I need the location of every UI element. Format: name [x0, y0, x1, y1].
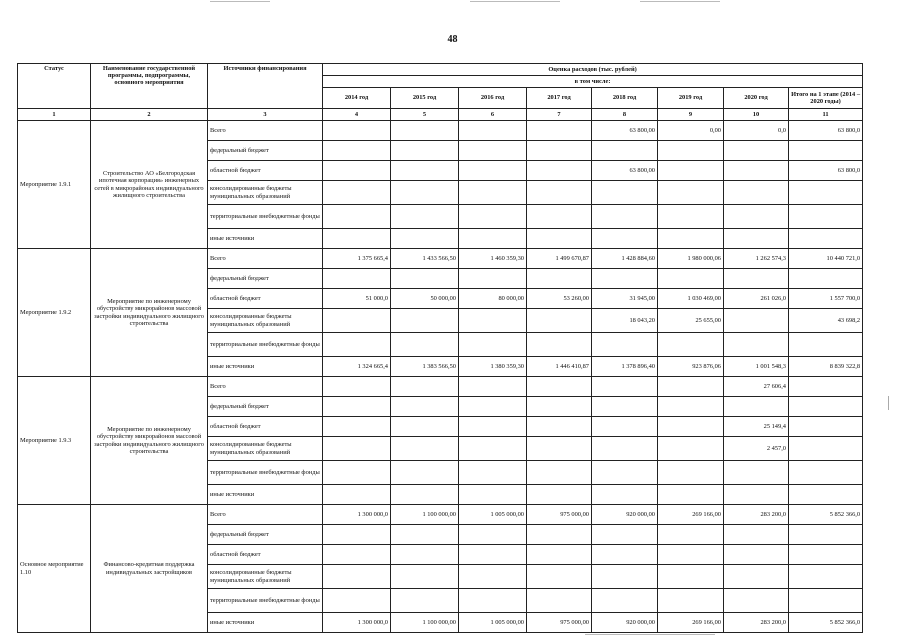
amount-cell: 1 262 574,3	[724, 249, 789, 269]
amount-cell	[391, 141, 459, 161]
amount-cell	[724, 141, 789, 161]
amount-cell: 1 428 884,60	[592, 249, 658, 269]
funding-source: иные источники	[208, 613, 323, 633]
amount-cell	[391, 161, 459, 181]
funding-source: Всего	[208, 249, 323, 269]
table-row	[18, 121, 863, 141]
amount-cell: 920 000,00	[592, 613, 658, 633]
amount-cell	[592, 377, 658, 397]
amount-cell	[592, 437, 658, 461]
amount-cell	[527, 485, 592, 505]
column-number: 4	[323, 109, 391, 121]
scan-line-top-left	[210, 1, 270, 2]
amount-cell: 1 446 410,87	[527, 357, 592, 377]
amount-cell	[527, 229, 592, 249]
amount-cell	[391, 589, 459, 613]
amount-cell	[592, 269, 658, 289]
amount-cell	[323, 121, 391, 141]
funding-source: Всего	[208, 505, 323, 525]
amount-cell	[391, 397, 459, 417]
amount-cell	[323, 461, 391, 485]
amount-cell	[724, 161, 789, 181]
funding-source: консолидированные бюджеты муниципальных образований	[208, 565, 323, 589]
amount-cell	[459, 205, 527, 229]
amount-cell	[527, 333, 592, 357]
amount-cell: 1 380 359,30	[459, 357, 527, 377]
amount-cell: 923 876,06	[658, 357, 724, 377]
amount-cell	[527, 121, 592, 141]
amount-cell	[527, 397, 592, 417]
amount-cell	[658, 269, 724, 289]
amount-cell	[592, 417, 658, 437]
funding-source: консолидированные бюджеты муниципальных образований	[208, 181, 323, 205]
funding-source: Всего	[208, 377, 323, 397]
amount-cell: 1 005 000,00	[459, 613, 527, 633]
amount-cell	[391, 461, 459, 485]
header-name: Наименование государственной программы, подпрограммы, основного мероприятия	[91, 64, 208, 109]
amount-cell: 80 000,00	[459, 289, 527, 309]
amount-cell: 1 375 665,4	[323, 249, 391, 269]
amount-cell	[459, 269, 527, 289]
amount-cell	[658, 589, 724, 613]
amount-cell: 63 800,00	[592, 121, 658, 141]
column-number: 10	[724, 109, 789, 121]
header-status: Статус	[18, 64, 91, 109]
total-cell	[789, 229, 863, 249]
amount-cell	[724, 545, 789, 565]
amount-cell	[323, 205, 391, 229]
amount-cell: 1 460 359,30	[459, 249, 527, 269]
amount-cell	[658, 377, 724, 397]
amount-cell	[658, 437, 724, 461]
amount-cell	[658, 229, 724, 249]
funding-source: областной бюджет	[208, 545, 323, 565]
amount-cell	[592, 397, 658, 417]
amount-cell	[592, 181, 658, 205]
total-cell	[789, 545, 863, 565]
amount-cell	[323, 181, 391, 205]
amount-cell	[391, 205, 459, 229]
amount-cell	[724, 333, 789, 357]
amount-cell	[527, 181, 592, 205]
amount-cell	[527, 205, 592, 229]
amount-cell: 261 026,0	[724, 289, 789, 309]
row-name: Мероприятие по инженерному обустройству микрорайонов массовой застройки индивидуального жилищного строительства	[91, 377, 208, 505]
amount-cell: 63 800,00	[592, 161, 658, 181]
amount-cell	[459, 417, 527, 437]
amount-cell	[658, 545, 724, 565]
amount-cell	[658, 525, 724, 545]
amount-cell: 51 000,0	[323, 289, 391, 309]
header-source: Источники финансирования	[208, 64, 323, 109]
header-year: 2017 год	[527, 88, 592, 109]
funding-source: федеральный бюджет	[208, 397, 323, 417]
amount-cell	[724, 525, 789, 545]
total-cell	[789, 437, 863, 461]
row-status: Мероприятие 1.9.3	[18, 377, 91, 505]
amount-cell	[658, 565, 724, 589]
funding-source: Всего	[208, 121, 323, 141]
total-cell	[789, 589, 863, 613]
funding-source: территориальные внебюджетные фонды	[208, 205, 323, 229]
header-year: 2016 год	[459, 88, 527, 109]
total-cell	[789, 205, 863, 229]
amount-cell	[391, 525, 459, 545]
header-estimate: Оценка расходов (тыс. рублей)	[323, 64, 863, 76]
amount-cell	[527, 377, 592, 397]
amount-cell	[391, 309, 459, 333]
amount-cell	[527, 437, 592, 461]
amount-cell	[459, 333, 527, 357]
amount-cell	[323, 525, 391, 545]
amount-cell: 2 457,0	[724, 437, 789, 461]
row-status: Мероприятие 1.9.2	[18, 249, 91, 377]
table-row	[18, 249, 863, 269]
column-number: 2	[91, 109, 208, 121]
column-number: 5	[391, 109, 459, 121]
amount-cell	[527, 161, 592, 181]
amount-cell	[323, 161, 391, 181]
table-header	[18, 64, 863, 121]
amount-cell	[459, 565, 527, 589]
header-year: 2018 год	[592, 88, 658, 109]
total-cell: 43 698,2	[789, 309, 863, 333]
total-cell: 10 440 721,0	[789, 249, 863, 269]
amount-cell: 1 005 000,00	[459, 505, 527, 525]
amount-cell	[724, 589, 789, 613]
funding-source: консолидированные бюджеты муниципальных образований	[208, 437, 323, 461]
amount-cell	[459, 525, 527, 545]
amount-cell	[724, 205, 789, 229]
total-cell: 5 852 366,0	[789, 613, 863, 633]
amount-cell	[323, 269, 391, 289]
amount-cell: 975 000,00	[527, 505, 592, 525]
amount-cell	[323, 377, 391, 397]
scan-line-bottom	[585, 634, 715, 635]
amount-cell	[592, 333, 658, 357]
amount-cell	[391, 545, 459, 565]
amount-cell	[459, 397, 527, 417]
amount-cell: 283 200,0	[724, 613, 789, 633]
amount-cell: 283 200,0	[724, 505, 789, 525]
funding-source: областной бюджет	[208, 417, 323, 437]
column-number: 3	[208, 109, 323, 121]
amount-cell: 1 001 548,3	[724, 357, 789, 377]
amount-cell	[459, 437, 527, 461]
amount-cell	[323, 333, 391, 357]
amount-cell	[323, 589, 391, 613]
amount-cell	[527, 565, 592, 589]
amount-cell	[323, 437, 391, 461]
total-cell	[789, 417, 863, 437]
total-cell	[789, 377, 863, 397]
column-number: 6	[459, 109, 527, 121]
amount-cell	[724, 485, 789, 505]
total-cell: 1 557 700,0	[789, 289, 863, 309]
amount-cell	[459, 229, 527, 249]
amount-cell	[592, 525, 658, 545]
amount-cell: 1 300 000,0	[323, 613, 391, 633]
amount-cell: 18 043,20	[592, 309, 658, 333]
funding-source: федеральный бюджет	[208, 525, 323, 545]
funding-source: территориальные внебюджетные фонды	[208, 589, 323, 613]
amount-cell	[391, 437, 459, 461]
header-including: в том числе:	[323, 76, 863, 88]
amount-cell: 975 000,00	[527, 613, 592, 633]
total-cell	[789, 397, 863, 417]
amount-cell: 31 945,00	[592, 289, 658, 309]
row-name: Финансово-кредитная поддержка индивидуальных застройщиков	[91, 505, 208, 633]
amount-cell	[592, 229, 658, 249]
amount-cell	[527, 269, 592, 289]
funding-source: федеральный бюджет	[208, 141, 323, 161]
amount-cell	[459, 377, 527, 397]
amount-cell	[391, 121, 459, 141]
amount-cell	[724, 461, 789, 485]
amount-cell: 1 980 000,06	[658, 249, 724, 269]
page-number: 48	[447, 34, 458, 45]
funding-source: иные источники	[208, 485, 323, 505]
scan-line-top-mid	[470, 1, 560, 2]
amount-cell	[459, 461, 527, 485]
amount-cell	[323, 545, 391, 565]
column-number: 8	[592, 109, 658, 121]
total-cell	[789, 525, 863, 545]
amount-cell: 1 100 000,00	[391, 613, 459, 633]
amount-cell	[592, 565, 658, 589]
amount-cell: 0,00	[658, 121, 724, 141]
amount-cell	[658, 397, 724, 417]
total-cell: 63 800,0	[789, 121, 863, 141]
amount-cell: 269 166,00	[658, 613, 724, 633]
amount-cell	[724, 309, 789, 333]
column-number: 9	[658, 109, 724, 121]
amount-cell	[527, 309, 592, 333]
amount-cell	[527, 461, 592, 485]
amount-cell: 0,0	[724, 121, 789, 141]
table-row	[18, 377, 863, 397]
amount-cell: 50 000,00	[391, 289, 459, 309]
amount-cell	[459, 181, 527, 205]
amount-cell: 1 100 000,00	[391, 505, 459, 525]
budget-table	[17, 63, 863, 633]
amount-cell	[724, 269, 789, 289]
scan-line-top-right	[640, 1, 720, 2]
row-name: Мероприятие по инженерному обустройству микрорайонов массовой застройки индивидуального жилищного строительства	[91, 249, 208, 377]
amount-cell	[658, 181, 724, 205]
column-number-row	[18, 109, 863, 121]
total-cell	[789, 461, 863, 485]
total-cell	[789, 269, 863, 289]
amount-cell	[391, 565, 459, 589]
column-number: 11	[789, 109, 863, 121]
amount-cell: 53 260,00	[527, 289, 592, 309]
amount-cell	[658, 141, 724, 161]
amount-cell	[323, 417, 391, 437]
amount-cell	[527, 141, 592, 161]
table-row	[18, 505, 863, 525]
amount-cell	[724, 181, 789, 205]
amount-cell	[391, 269, 459, 289]
amount-cell	[391, 377, 459, 397]
amount-cell	[658, 461, 724, 485]
amount-cell: 1 378 896,40	[592, 357, 658, 377]
amount-cell	[391, 229, 459, 249]
amount-cell	[459, 589, 527, 613]
amount-cell	[527, 417, 592, 437]
amount-cell	[658, 205, 724, 229]
total-cell: 8 839 322,8	[789, 357, 863, 377]
amount-cell	[592, 205, 658, 229]
funding-source: территориальные внебюджетные фонды	[208, 333, 323, 357]
header-year: 2020 год	[724, 88, 789, 109]
amount-cell	[527, 589, 592, 613]
amount-cell	[323, 565, 391, 589]
total-cell: 63 800,0	[789, 161, 863, 181]
amount-cell	[592, 141, 658, 161]
amount-cell	[459, 121, 527, 141]
funding-source: иные источники	[208, 229, 323, 249]
funding-source: федеральный бюджет	[208, 269, 323, 289]
row-status: Мероприятие 1.9.1	[18, 121, 91, 249]
amount-cell	[391, 485, 459, 505]
funding-source: территориальные внебюджетные фонды	[208, 461, 323, 485]
amount-cell	[323, 229, 391, 249]
row-name: Строительство АО «Белгородская ипотечная корпорация» инженерных сетей в микрорайонах индивидуального жилищного строительства	[91, 121, 208, 249]
header-year: 2015 год	[391, 88, 459, 109]
funding-source: консолидированные бюджеты муниципальных образований	[208, 309, 323, 333]
amount-cell: 1 324 665,4	[323, 357, 391, 377]
amount-cell: 1 030 469,00	[658, 289, 724, 309]
amount-cell: 1 499 670,87	[527, 249, 592, 269]
header-total: Итого на 1 этапе (2014 – 2020 годы)	[789, 88, 863, 109]
amount-cell	[323, 141, 391, 161]
amount-cell	[658, 333, 724, 357]
amount-cell	[323, 397, 391, 417]
total-cell	[789, 485, 863, 505]
amount-cell	[592, 485, 658, 505]
column-number: 1	[18, 109, 91, 121]
funding-source: областной бюджет	[208, 161, 323, 181]
amount-cell	[459, 545, 527, 565]
amount-cell	[391, 181, 459, 205]
amount-cell	[592, 461, 658, 485]
amount-cell	[592, 589, 658, 613]
amount-cell	[592, 545, 658, 565]
total-cell	[789, 141, 863, 161]
scan-mark-right	[888, 396, 889, 410]
header-year: 2019 год	[658, 88, 724, 109]
amount-cell	[459, 485, 527, 505]
amount-cell	[527, 545, 592, 565]
funding-source: областной бюджет	[208, 289, 323, 309]
amount-cell	[658, 161, 724, 181]
amount-cell: 269 166,00	[658, 505, 724, 525]
amount-cell	[459, 141, 527, 161]
amount-cell	[724, 229, 789, 249]
total-cell	[789, 565, 863, 589]
amount-cell: 920 000,00	[592, 505, 658, 525]
amount-cell	[527, 525, 592, 545]
table-body	[18, 121, 863, 633]
total-cell	[789, 333, 863, 357]
amount-cell: 1 433 566,50	[391, 249, 459, 269]
amount-cell	[391, 417, 459, 437]
amount-cell: 1 383 566,50	[391, 357, 459, 377]
amount-cell	[323, 309, 391, 333]
amount-cell: 27 606,4	[724, 377, 789, 397]
funding-source: иные источники	[208, 357, 323, 377]
header-year: 2014 год	[323, 88, 391, 109]
amount-cell	[323, 485, 391, 505]
total-cell: 5 852 366,0	[789, 505, 863, 525]
amount-cell: 1 300 000,0	[323, 505, 391, 525]
row-status: Основное мероприятие 1.10	[18, 505, 91, 633]
amount-cell	[658, 485, 724, 505]
amount-cell	[459, 161, 527, 181]
amount-cell	[724, 565, 789, 589]
amount-cell: 25 149,4	[724, 417, 789, 437]
amount-cell	[724, 397, 789, 417]
column-number: 7	[527, 109, 592, 121]
amount-cell	[391, 333, 459, 357]
amount-cell	[459, 309, 527, 333]
total-cell	[789, 181, 863, 205]
amount-cell: 25 655,00	[658, 309, 724, 333]
amount-cell	[658, 417, 724, 437]
